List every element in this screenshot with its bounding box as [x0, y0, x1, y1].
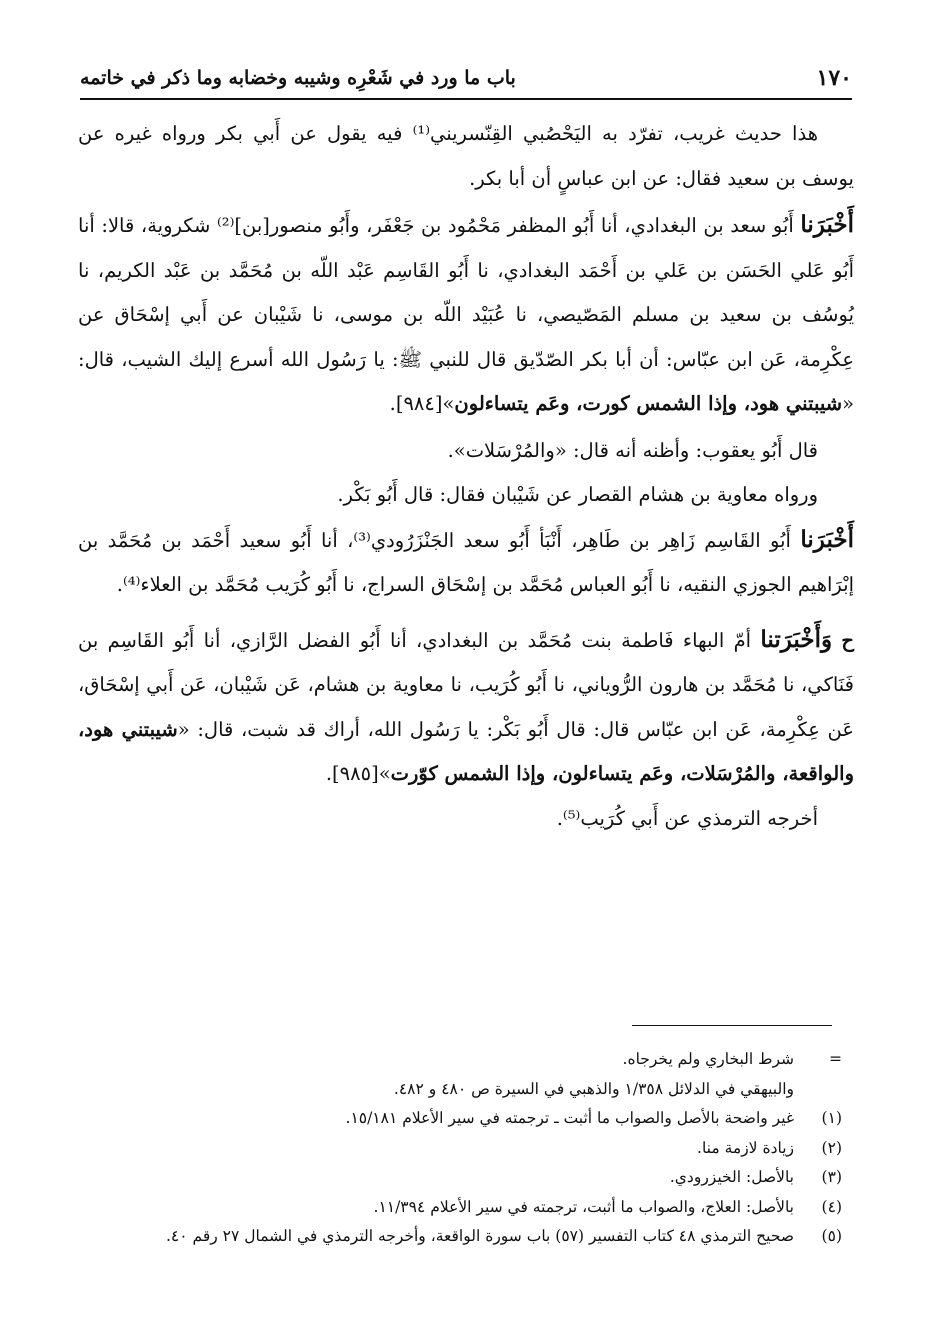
isnad-text: أَبُو سعد بن البغدادي، أنا أَبُو المظفر مَحْمُود بن جَعْفَر، وأَبُو منصور[بن]⁽²⁾ شكروية، قالا: أنا أَبُو عَلي الحَسَن بن عَلي بن أَحْمَد البغدادي، نا أَبُو القَاسِم عَبْد اللّه بن مُحَمَّد بن عَبْد الكريم، نا يُوسُف بن سعيد بن مسلم المَصّيصي، نا عُبَيْد اللّه بن موسى، نا شَيْبان عن أَبي إسْحَاق عن عِكْرِمة، عَن ابن عبّاس: أن أبا بكر الصّدّيق قال للنبي ﷺ: يا رَسُول الله أسرع إليك الشيب، قال: «	[78, 214, 854, 415]
footnote	[82, 1104, 842, 1134]
paragraph-2	[78, 203, 854, 427]
isnad-text: أمّ البهاء فَاطمة بنت مُحَمَّد بن البغدادي، أنا أَبُو الفضل الرَّازي، أنا أَبُو القَاسِم بن فَنَاكي، نا مُحَمَّد بن هارون الرُّوياني، نا أَبُو كُرَيب، نا معاوية بن هشام، عَن شَيْبان، عَن أَبي إسْحَاق، عَن عِكْرِمة، عَن ابن عبّاس قال: قال أَبُو بَكْر: يا رَسُول الله، أراك قد شبت، قال: «	[78, 628, 854, 741]
hadith-matn: شيبتني هود، والواقعة، والمُرْسَلات، وعَم يتساءلون، وإذا الشمس كوّرت	[78, 717, 854, 785]
ha-marker: ح	[841, 628, 854, 652]
hadith-matn: شيبتني هود، وإذا الشمس كورت، وعَم يتساءلون	[454, 392, 843, 415]
footnote-marker: (٢)	[821, 1138, 842, 1157]
hadith-number: »[٩٨٥].	[325, 762, 391, 785]
running-title: باب ما ورد في شَعْرِه وشيبه وخضابه وما ذكر في خاتمه	[80, 67, 516, 89]
footnote-separator	[632, 1025, 832, 1026]
footnote-marker: =	[829, 1050, 842, 1068]
footnote	[82, 1193, 842, 1223]
paragraph-4: ورواه معاوية بن هشام القصار عن شَيْبان فقال: قال أَبُو بَكْر.	[337, 483, 818, 506]
main-text	[78, 112, 854, 841]
footnote-text: شرط البخاري ولم يخرجاه.	[622, 1050, 794, 1068]
akhbaratna-lead: وَأَخْبَرَتنا	[760, 625, 833, 653]
footnote-text: زيادة لازمة منا.	[697, 1138, 794, 1157]
paragraph-7: أخرجه الترمذي عن أَبي كُرَيب⁽⁵⁾.	[556, 806, 818, 830]
footnotes	[82, 1045, 842, 1252]
footnote-marker: (١)	[821, 1109, 842, 1127]
paragraph-5	[78, 518, 854, 608]
footnote-text: بالأصل: العلاج، والصواب ما أثبت، ترجمته في سير الأعلام ١١/٣٩٤.	[373, 1197, 794, 1216]
footnote-marker: (٣)	[821, 1168, 842, 1186]
footnote	[82, 1222, 842, 1252]
footnote	[82, 1075, 842, 1105]
footnote-text: غير واضحة بالأصل والصواب ما أثبت ـ ترجمته في سير الأعلام ١٥/١٨١.	[345, 1109, 794, 1127]
paragraph-3: قال أَبُو يعقوب: وأظنه أنه قال: «والمُرْسَلات».	[447, 438, 818, 462]
hadith-number: »[٩٨٤].	[389, 392, 455, 415]
footnote-text: صحيح الترمذي ٤٨ كتاب التفسير (٥٧) باب سورة الواقعة، وأخرجه الترمذي في الشمال ٢٧ رقم ٤٠.	[165, 1227, 794, 1245]
page-header	[80, 58, 852, 100]
footnote	[82, 1134, 842, 1164]
footnote-marker: (٥)	[821, 1227, 842, 1245]
footnote	[82, 1163, 842, 1193]
akhbarana-lead: أَخْبَرَنا	[800, 211, 854, 238]
footnote-text: بالأصل: الخيزرودي.	[669, 1168, 794, 1186]
paragraph-6	[78, 618, 854, 797]
footnote	[82, 1045, 842, 1075]
isnad-text: أَبُو القَاسِم زَاهِر بن طَاهِر، أَنْبَأ أَبُو سعد الجَنْزَرُودي⁽³⁾، أنا أَبُو سعيد أَحْمَد بن مُحَمَّد بن إبْرَاهيم الجوزي النقيه، نا أَبُو العباس مُحَمَّد بن إسْحَاق السراج، نا أَبُو كُرَيب مُحَمَّد بن العلاء⁽⁴⁾.	[78, 528, 854, 596]
akhbarana-lead: أَخْبَرَنا	[800, 525, 854, 553]
page-number: ١٧٠	[816, 65, 852, 91]
paragraph-1: هذا حديث غريب، تفرّد به اليَحْصُبي القِنّسريني⁽¹⁾ فيه يقول عن أَبي بكر ورواه غيره عن يوسف بن سعيد فقال: عن ابن عباسٍ أن أبا بكر.	[78, 122, 854, 190]
footnote-text: والبيهقي في الدلائل ١/٣٥٨ والذهبي في السيرة ص ٤٨٠ و ٤٨٢.	[393, 1079, 794, 1098]
footnote-marker: (٤)	[821, 1197, 842, 1216]
